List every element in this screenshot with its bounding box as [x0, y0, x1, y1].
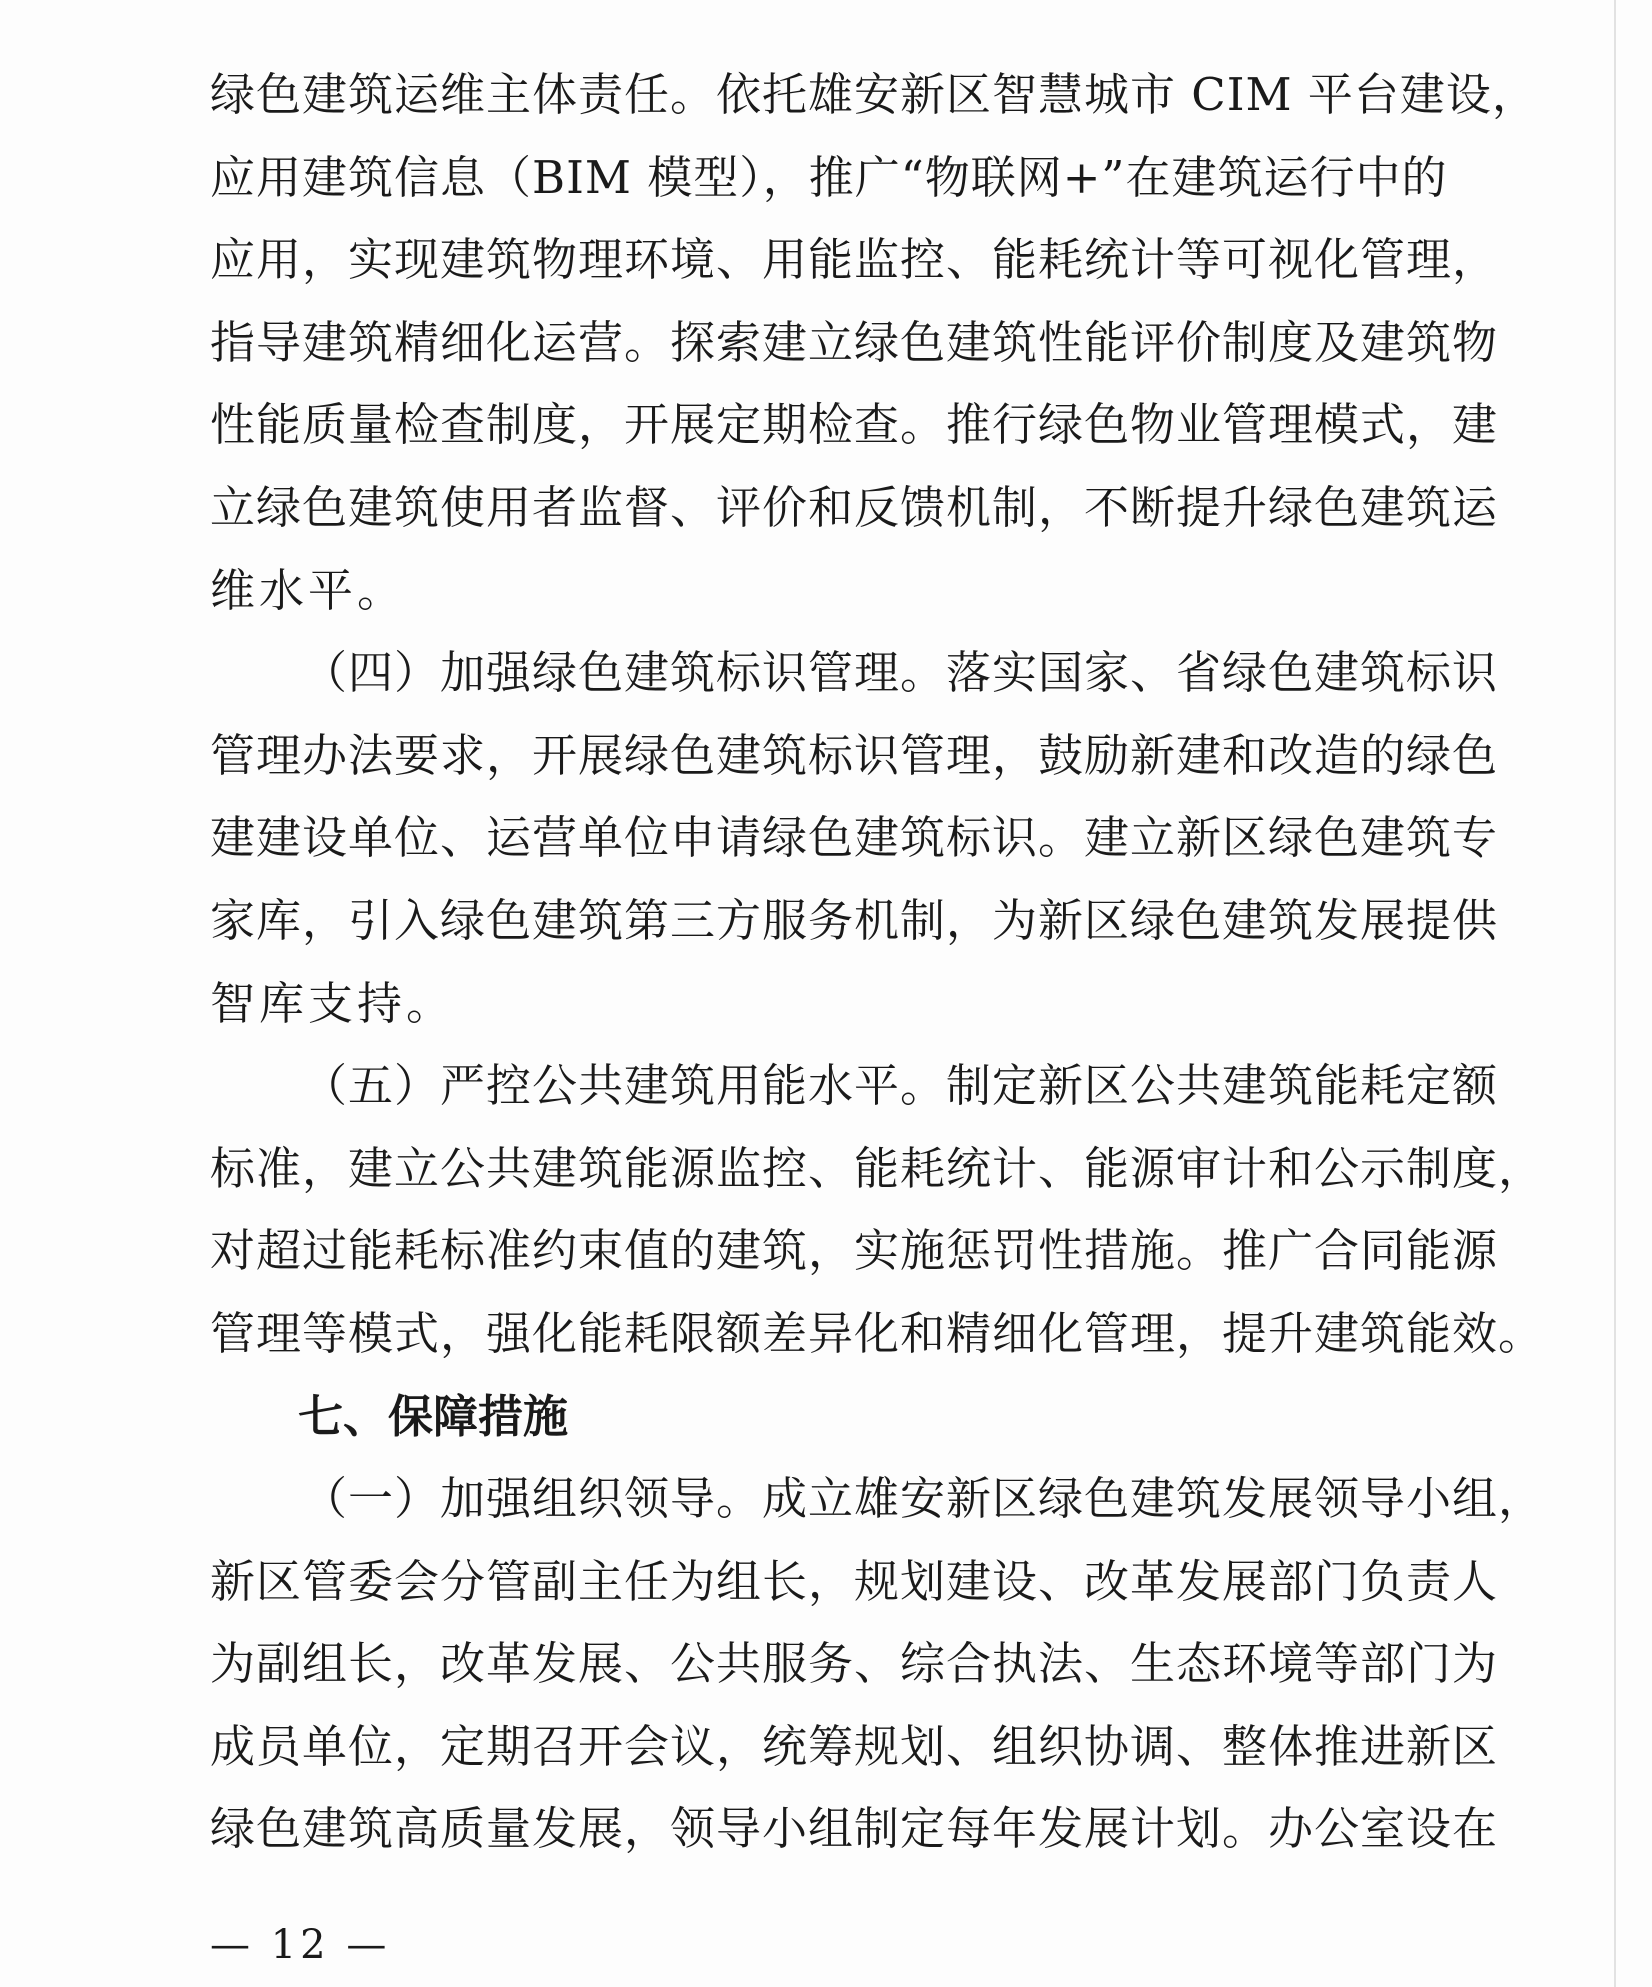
subsection-heading-line: （一）加强组织领导。成立雄安新区绿色建筑发展领导小组， [302, 1472, 1545, 1526]
text-line: 维水平。 [210, 563, 407, 617]
section-heading: 七、保障措施 [298, 1389, 569, 1443]
subsection-heading-line: （四）加强绿色建筑标识管理。落实国家、省绿色建筑标识 [302, 646, 1499, 700]
document-body [210, 54, 1545, 1871]
text-line: 家库，引入绿色建筑第三方服务机制，为新区绿色建筑发展提供 [210, 893, 1499, 947]
text-line: 绿色建筑高质量发展，领导小组制定每年发展计划。办公室设在 [210, 1802, 1499, 1856]
text-line: 管理办法要求，开展绿色建筑标识管理，鼓励新建和改造的绿色 [210, 728, 1499, 782]
text-line: 性能质量检查制度，开展定期检查。推行绿色物业管理模式，建 [210, 398, 1499, 452]
text-line: 对超过能耗标准约束值的建筑，实施惩罚性措施。推广合同能源 [210, 1224, 1499, 1278]
text-line: 绿色建筑运维主体责任。依托雄安新区智慧城市 CIM 平台建设， [210, 68, 1538, 121]
text-line: 新区管委会分管副主任为组长，规划建设、改革发展部门负责人 [210, 1554, 1499, 1608]
text-line: 指导建筑精细化运营。探索建立绿色建筑性能评价制度及建筑物 [210, 315, 1499, 369]
text-line: 应用建筑信息（BIM 模型），推广“物联网+”在建筑运行中的 [210, 150, 1448, 204]
text-line: 为副组长，改革发展、公共服务、综合执法、生态环境等部门为 [210, 1637, 1499, 1691]
text-line: 应用，实现建筑物理环境、用能监控、能耗统计等可视化管理， [210, 233, 1499, 287]
text-line: 标准，建立公共建筑能源监控、能耗统计、能源审计和公示制度， [210, 1141, 1545, 1195]
text-line: 智库支持。 [210, 976, 456, 1030]
text-line: 立绿色建筑使用者监督、评价和反馈机制，不断提升绿色建筑运 [210, 480, 1499, 534]
scan-page-edge [1614, 0, 1616, 1987]
page-number: — 12 — [210, 1922, 391, 1968]
text-line: 管理等模式，强化能耗限额差异化和精细化管理，提升建筑能效。 [210, 1306, 1545, 1360]
text-line: 建建设单位、运营单位申请绿色建筑标识。建立新区绿色建筑专 [210, 811, 1499, 865]
subsection-heading-line: （五）严控公共建筑用能水平。制定新区公共建筑能耗定额 [302, 1059, 1499, 1113]
text-line: 成员单位，定期召开会议，统筹规划、组织协调、整体推进新区 [210, 1719, 1499, 1773]
